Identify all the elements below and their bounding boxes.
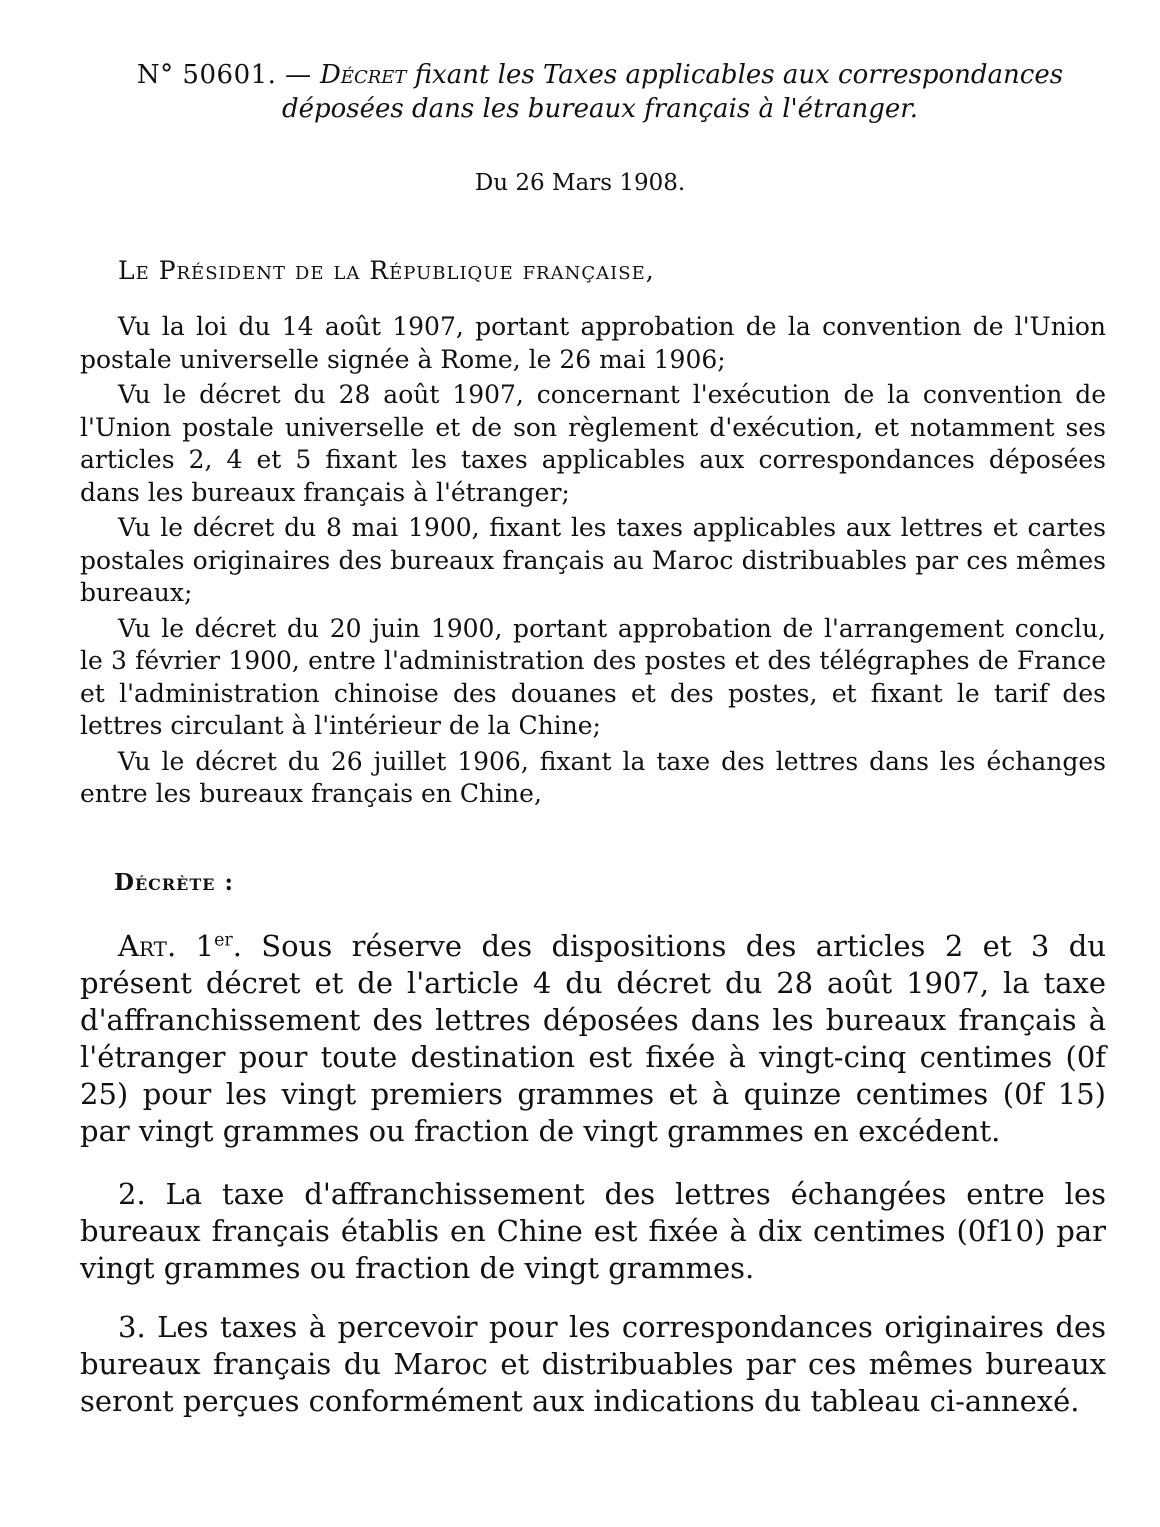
article-1 — [80, 928, 1106, 1150]
visa-paragraph: Vu le décret du 26 juillet 1906, fixant la taxe des lettres dans les échanges entre les bureaux français en Chine, — [80, 746, 1106, 808]
visa-paragraph: Vu le décret du 8 mai 1900, fixant les taxes applicables aux lettres et cartes postales originaires des bureaux français au Maroc distribuables par ces mêmes bureaux; — [80, 513, 1106, 607]
visa-paragraph: Vu la loi du 14 août 1907, portant approbation de la convention de l'Union postale universelle signée à Rome, le 26 mai 1906; — [80, 312, 1106, 374]
decree-heading — [80, 58, 1120, 126]
article-2: 2. La taxe d'affranchissement des lettres échangées entre les bureaux français établis en Chine est fixée à dix centimes (0f10) par vingt grammes ou fraction de vingt grammes. — [80, 1177, 1106, 1285]
decrete-heading: Décrète : — [114, 869, 234, 896]
article-1-text: . Sous réserve des dispositions des articles 2 et 3 du présent décret et de l'article 4 du décret du 28 août 1907, la taxe d'affranchissement des lettres déposées dans les bureaux français à l'étranger pour toute destination est fixée à vingt-cinq centimes (0f 25) pour les vingt premiers grammes et à quinze centimes (0f 15) par vingt grammes ou fraction de vingt grammes en excédent. — [80, 929, 1106, 1148]
articles-section — [80, 928, 1106, 1442]
decree-title-line1: fixant les Taxes applicables aux correspondances — [414, 60, 1064, 90]
article-1-label: Art. 1 — [118, 929, 215, 963]
visa-paragraph: Vu le décret du 28 août 1907, concernant l'exécution de la convention de l'Union postale universelle et de son règlement d'exécution, et notamment ses articles 2, 4 et 5 fixant les taxes applicables aux correspondances déposées dans les bureaux français à l'étranger; — [80, 380, 1106, 507]
article-1-sup: er — [214, 930, 233, 951]
decree-title-line2: déposées dans les bureaux français à l'étranger. — [281, 94, 919, 124]
president-heading: Le Président de la République française, — [118, 256, 655, 285]
decree-number: N° 50601. — — [136, 60, 312, 90]
decree-word: Décret — [319, 60, 407, 90]
article-3: 3. Les taxes à percevoir pour les correspondances originaires des bureaux français du Maroc et distribuables par ces mêmes bureaux seront perçues conformément aux indications du tableau ci-annexé. — [80, 1310, 1106, 1418]
visa-paragraph: Vu le décret du 20 juin 1900, portant approbation de l'arrangement conclu, le 3 février 1900, entre l'administration des postes et des télégraphes de France et l'administration chinoise des douanes et des postes, et fixant le tarif des lettres circulant à l'intérieur de la Chine; — [80, 613, 1106, 740]
decree-date: Du 26 Mars 1908. — [474, 170, 686, 196]
visas-section — [80, 311, 1106, 814]
